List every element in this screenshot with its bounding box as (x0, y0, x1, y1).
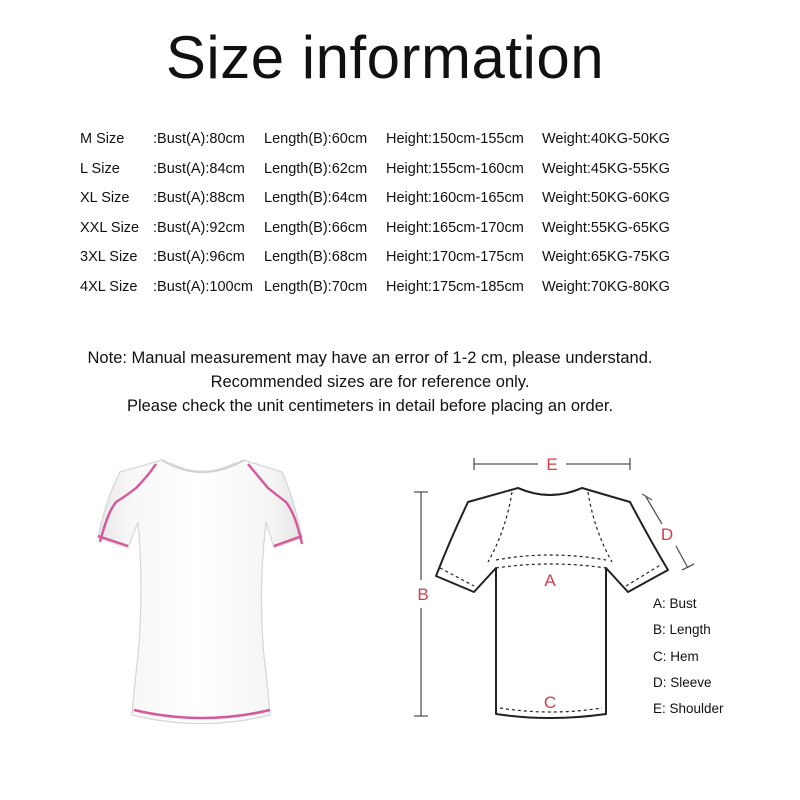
bust-value: :Bust(A):100cm (153, 278, 253, 295)
legend-item-length: B: Length (653, 622, 711, 638)
weight-value: Weight:65KG-75KG (542, 249, 670, 265)
size-label: 4XL Size (80, 278, 138, 295)
bust-value: :Bust(A):88cm (153, 190, 245, 206)
diagram-label-d: D (660, 525, 674, 544)
height-value: Height:150cm-155cm (386, 131, 524, 147)
length-value: Length(B):60cm (264, 131, 368, 147)
tshirt-outline (436, 488, 668, 718)
diagram-label-c: C (543, 693, 557, 712)
size-label: L Size (80, 160, 120, 177)
length-value: Length(B):64cm (264, 190, 368, 206)
legend-item-sleeve: D: Sleeve (653, 674, 712, 690)
diagram-label-a: A (544, 571, 556, 590)
bust-value: :Bust(A):92cm (153, 219, 245, 236)
bust-value: :Bust(A):96cm (153, 249, 245, 265)
size-label: M Size (80, 131, 125, 147)
length-dimension (414, 492, 428, 716)
legend-item-bust: A: Bust (653, 596, 697, 611)
note-line: Please check the unit centimeters in detail before placing an order. (126, 397, 614, 415)
weight-value: Weight:50KG-60KG (542, 190, 670, 206)
weight-value: Weight:45KG-55KG (542, 160, 670, 177)
length-value: Length(B):62cm (264, 160, 368, 177)
page-title: Size information (165, 24, 605, 91)
diagram-label-b: B (417, 585, 429, 604)
weight-value: Weight:70KG-80KG (542, 278, 670, 295)
tshirt-product-image (80, 440, 325, 740)
bust-value: :Bust(A):80cm (153, 131, 245, 147)
length-value: Length(B):66cm (264, 219, 368, 236)
legend-item-hem: C: Hem (653, 648, 699, 664)
height-value: Height:170cm-175cm (386, 249, 524, 265)
weight-value: Weight:55KG-65KG (542, 219, 670, 236)
legend-item-shoulder: E: Shoulder (653, 701, 724, 717)
bust-value: :Bust(A):84cm (153, 160, 245, 177)
height-value: Height:165cm-170cm (386, 219, 524, 236)
length-value: Length(B):68cm (264, 249, 368, 265)
size-label: 3XL Size (80, 249, 138, 265)
length-value: Length(B):70cm (264, 278, 368, 295)
note-line: Note: Manual measurement may have an error of 1-2 cm, please understand. (87, 349, 653, 367)
diagram-label-e: E (546, 455, 558, 474)
note-line: Recommended sizes are for reference only. (210, 373, 530, 391)
height-value: Height:160cm-165cm (386, 190, 524, 206)
height-value: Height:155cm-160cm (386, 160, 524, 177)
height-value: Height:175cm-185cm (386, 278, 524, 295)
size-label: XL Size (80, 190, 130, 206)
size-label: XXL Size (80, 219, 140, 236)
measurement-notes (0, 346, 740, 418)
measurement-legend (653, 597, 724, 728)
weight-value: Weight:40KG-50KG (542, 131, 670, 147)
